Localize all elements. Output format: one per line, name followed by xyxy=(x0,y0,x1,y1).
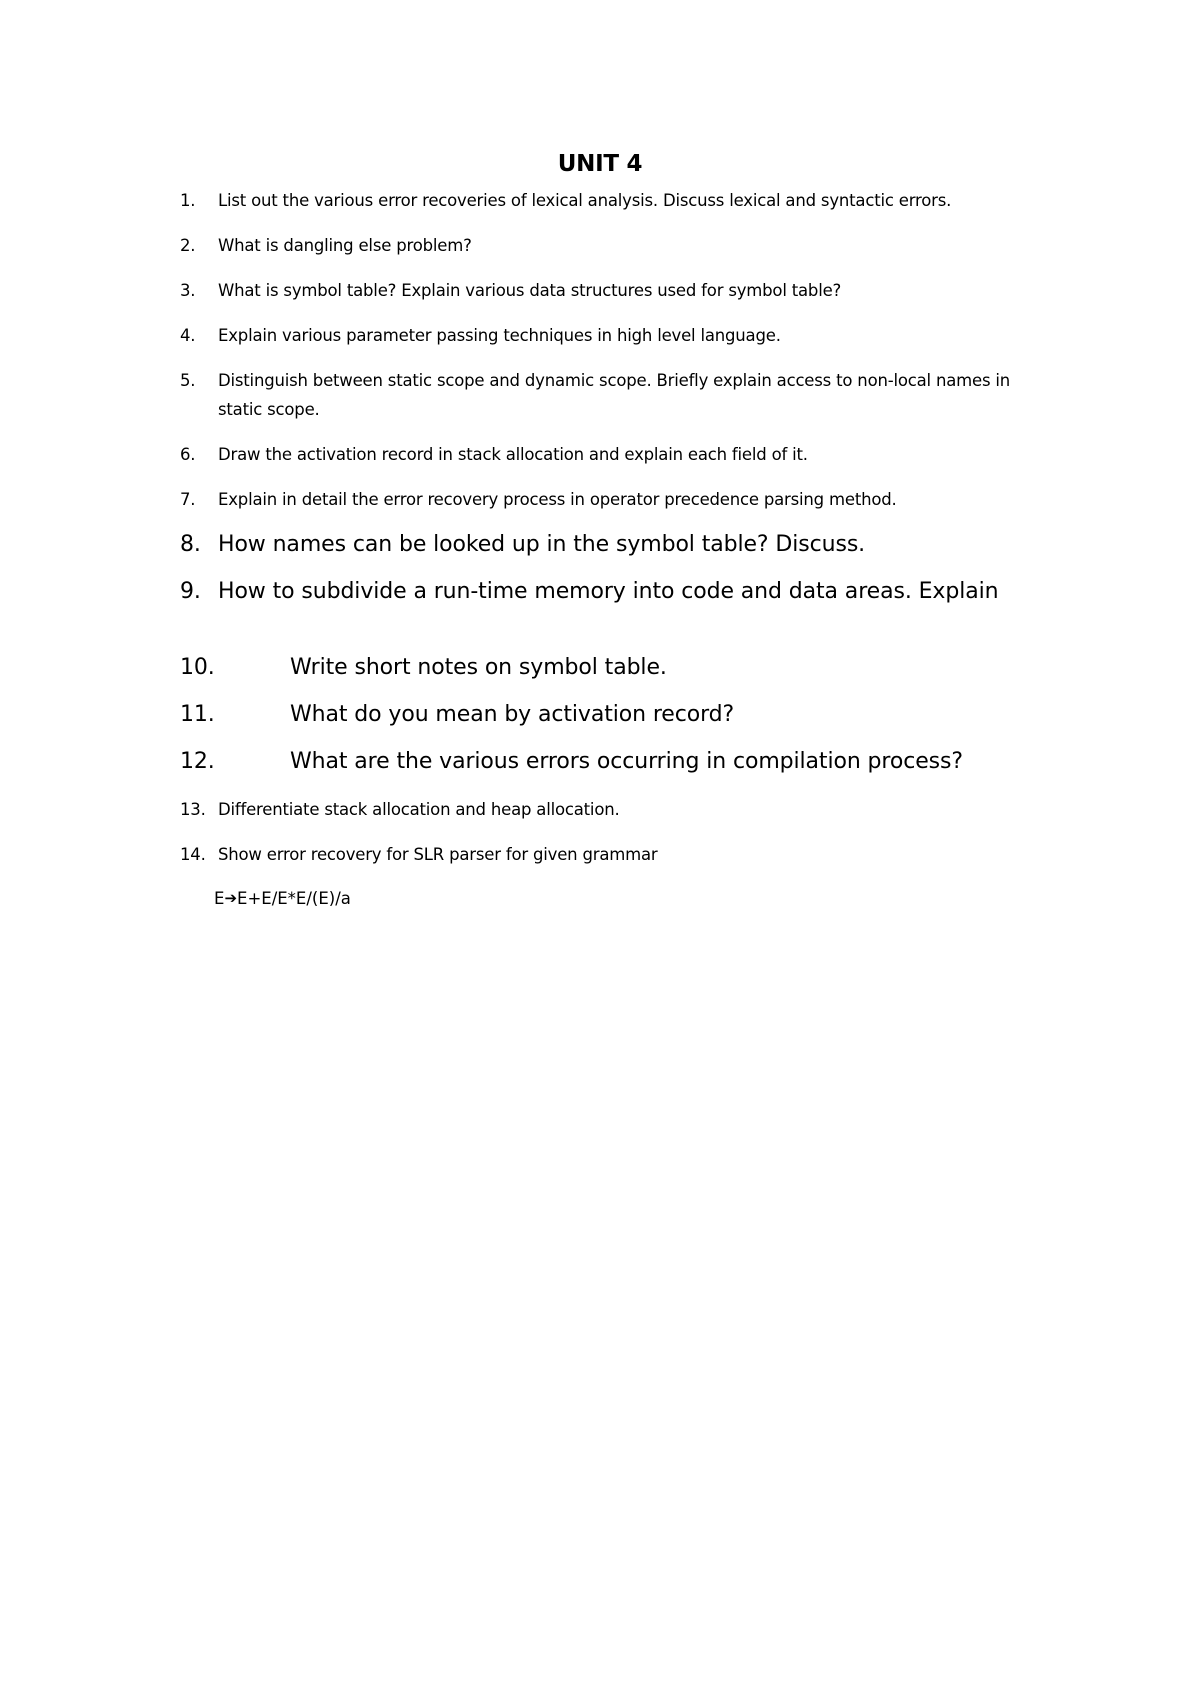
question-number: 10. xyxy=(180,655,215,680)
question-item-13 xyxy=(180,795,1080,824)
question-number: 7. xyxy=(180,490,196,509)
question-number: 8. xyxy=(180,532,201,557)
question-text: Write short notes on symbol table. xyxy=(290,655,667,680)
question-item-12 xyxy=(180,747,1100,776)
question-number: 11. xyxy=(180,702,215,727)
question-item-7 xyxy=(180,485,1080,514)
question-item-14 xyxy=(180,840,1080,869)
grammar-production xyxy=(214,884,351,914)
right-arrow-icon: ➔ xyxy=(224,889,238,907)
question-number: 9. xyxy=(180,579,201,604)
question-text: Differentiate stack allocation and heap allocation. xyxy=(218,800,620,819)
question-item-10 xyxy=(180,653,1080,682)
question-number: 3. xyxy=(180,281,196,300)
grammar-lhs: E xyxy=(214,889,225,908)
question-item-8 xyxy=(180,530,1080,559)
question-number: 6. xyxy=(180,445,196,464)
question-item-6 xyxy=(180,440,1080,469)
question-item-4 xyxy=(180,321,1080,350)
question-item-3 xyxy=(180,276,1080,305)
grammar-rhs: E+E/E*E/(E)/a xyxy=(237,889,351,908)
question-number: 2. xyxy=(180,236,196,255)
question-text: How names can be looked up in the symbol table? Discuss. xyxy=(218,532,866,557)
question-item-1 xyxy=(180,186,1080,215)
question-number: 4. xyxy=(180,326,196,345)
question-text: What do you mean by activation record? xyxy=(290,702,735,727)
question-item-9 xyxy=(180,577,1020,606)
question-text: List out the various error recoveries of lexical analysis. Discuss lexical and syntactic errors. xyxy=(218,191,952,210)
question-text: Explain various parameter passing techniques in high level language. xyxy=(218,326,781,345)
question-text: What is dangling else problem? xyxy=(218,236,472,255)
question-item-11 xyxy=(180,700,1080,729)
question-text: Show error recovery for SLR parser for given grammar xyxy=(218,845,658,864)
question-item-2 xyxy=(180,231,1080,260)
question-item-5 xyxy=(180,366,1040,424)
question-number: 13. xyxy=(180,800,206,819)
question-number: 1. xyxy=(180,191,196,210)
question-text: Explain in detail the error recovery process in operator precedence parsing method. xyxy=(218,490,897,509)
question-number: 12. xyxy=(180,749,215,774)
question-number: 5. xyxy=(180,371,196,390)
question-number: 14. xyxy=(180,845,206,864)
question-text: What is symbol table? Explain various data structures used for symbol table? xyxy=(218,281,842,300)
question-text: What are the various errors occurring in compilation process? xyxy=(290,749,963,774)
question-text: How to subdivide a run-time memory into code and data areas. Explain xyxy=(218,579,999,604)
question-text: Draw the activation record in stack allocation and explain each field of it. xyxy=(218,445,808,464)
question-text: Distinguish between static scope and dynamic scope. Briefly explain access to non-local names in static scope. xyxy=(218,371,1011,419)
document-title: UNIT 4 xyxy=(557,151,643,177)
